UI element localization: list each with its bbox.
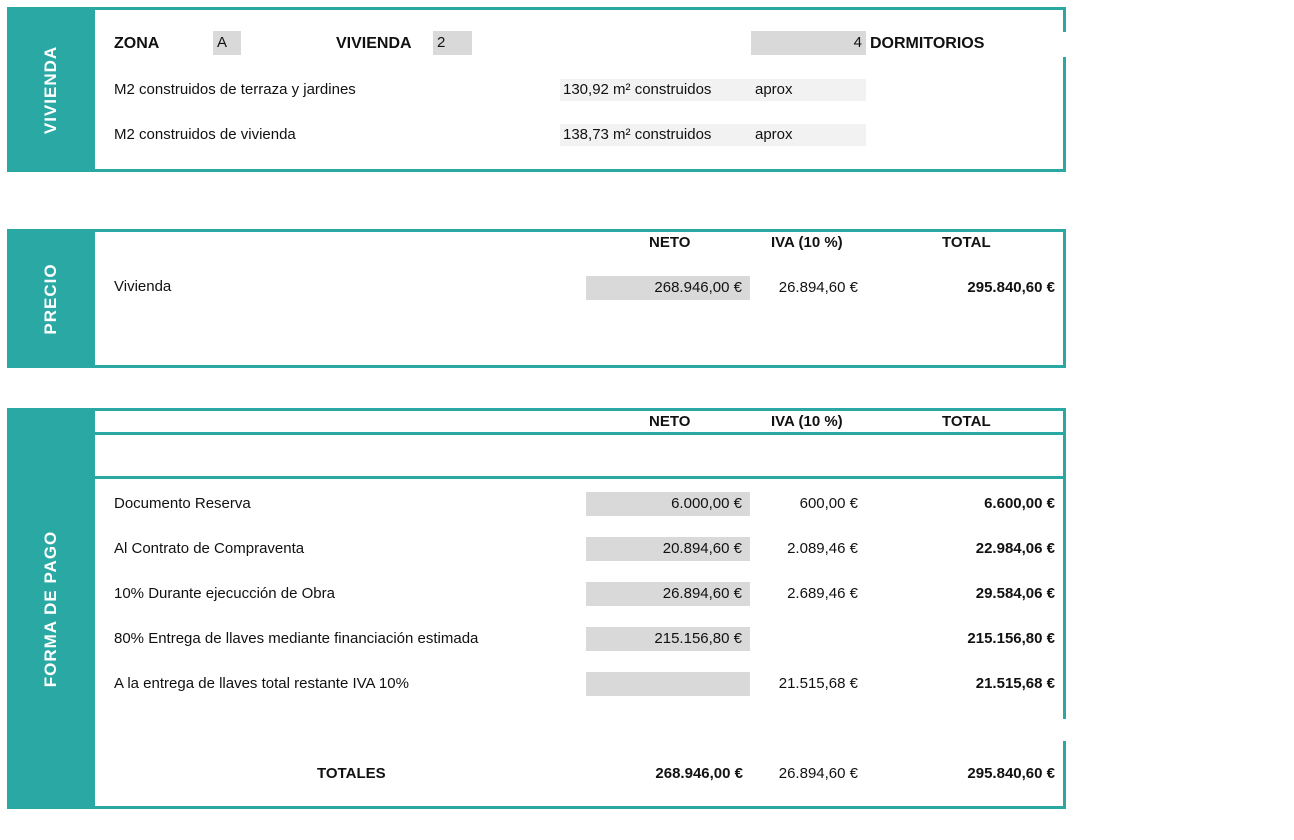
precio-header-total: TOTAL bbox=[942, 234, 991, 251]
forma-pago-frame bbox=[95, 408, 1066, 809]
totales-neto: 268.946,00 € bbox=[655, 765, 743, 782]
precio-section bbox=[7, 229, 1066, 368]
pago-row-label: Documento Reserva bbox=[114, 495, 251, 512]
pago-row-label: 80% Entrega de llaves mediante financiación estimada bbox=[114, 630, 479, 647]
pago-row-neto[interactable]: 20.894,60 € bbox=[586, 537, 750, 561]
precio-side-label: PRECIO bbox=[41, 262, 60, 335]
vivienda-number-label: VIVIENDA bbox=[336, 35, 412, 52]
forma-pago-side-band bbox=[7, 408, 95, 809]
precio-row-total: 295.840,60 € bbox=[967, 279, 1055, 296]
vivienda-m2-value: 138,73 m² construidos bbox=[560, 124, 753, 146]
pago-row-total: 29.584,06 € bbox=[975, 585, 1055, 602]
pago-row-total: 215.156,80 € bbox=[967, 630, 1055, 647]
pago-row-label: 10% Durante ejecucción de Obra bbox=[114, 585, 335, 602]
header-divider bbox=[95, 432, 1066, 435]
dormitorios-label: DORMITORIOS bbox=[870, 35, 985, 52]
pago-row-iva: 2.089,46 € bbox=[787, 540, 858, 557]
terraza-note: aprox bbox=[751, 79, 866, 101]
vivienda-side-label: VIVIENDA bbox=[41, 45, 60, 134]
pago-row-iva: 21.515,68 € bbox=[778, 675, 858, 692]
frame-gap bbox=[1063, 32, 1069, 57]
pago-row-total: 22.984,06 € bbox=[975, 540, 1055, 557]
vivienda-m2-label: M2 construidos de vivienda bbox=[114, 126, 296, 143]
pago-row-total: 21.515,68 € bbox=[975, 675, 1055, 692]
forma-pago-side-label: FORMA DE PAGO bbox=[41, 530, 60, 687]
vivienda-number-value[interactable]: 2 bbox=[433, 31, 472, 55]
pago-header-neto: NETO bbox=[649, 413, 691, 430]
precio-header-iva: IVA (10 %) bbox=[771, 234, 843, 251]
pago-header-iva: IVA (10 %) bbox=[771, 413, 843, 430]
precio-side-band bbox=[7, 229, 95, 368]
vivienda-m2-note: aprox bbox=[751, 124, 866, 146]
precio-header-neto: NETO bbox=[649, 234, 691, 251]
precio-row-label: Vivienda bbox=[114, 278, 172, 295]
pago-row-total: 6.600,00 € bbox=[984, 495, 1055, 512]
frame-gap bbox=[1063, 719, 1069, 741]
pago-row-iva: 2.689,46 € bbox=[787, 585, 858, 602]
precio-row-neto[interactable]: 268.946,00 € bbox=[586, 276, 750, 300]
header-divider bbox=[95, 476, 1066, 479]
totales-label: TOTALES bbox=[317, 765, 386, 782]
precio-row-iva: 26.894,60 € bbox=[778, 279, 858, 296]
pago-row-neto[interactable]: 26.894,60 € bbox=[586, 582, 750, 606]
terraza-label: M2 construidos de terraza y jardines bbox=[114, 81, 356, 98]
pago-row-label: Al Contrato de Compraventa bbox=[114, 540, 305, 557]
pago-row-neto[interactable]: 215.156,80 € bbox=[586, 627, 750, 651]
pago-row-iva: 600,00 € bbox=[799, 495, 858, 512]
totales-iva: 26.894,60 € bbox=[778, 765, 858, 782]
pago-row-label: A la entrega de llaves total restante IVA 10% bbox=[114, 675, 409, 692]
zona-value[interactable]: A bbox=[213, 31, 241, 55]
dormitorios-value[interactable]: 4 bbox=[751, 31, 866, 55]
vivienda-section bbox=[7, 7, 1066, 172]
pago-header-total: TOTAL bbox=[942, 413, 991, 430]
vivienda-side-band bbox=[7, 7, 95, 172]
pago-row-neto[interactable] bbox=[586, 672, 750, 696]
zona-label: ZONA bbox=[114, 35, 160, 52]
forma-pago-section bbox=[7, 408, 1066, 809]
totales-total: 295.840,60 € bbox=[967, 765, 1055, 782]
pago-row-neto[interactable]: 6.000,00 € bbox=[586, 492, 750, 516]
terraza-value: 130,92 m² construidos bbox=[560, 79, 753, 101]
